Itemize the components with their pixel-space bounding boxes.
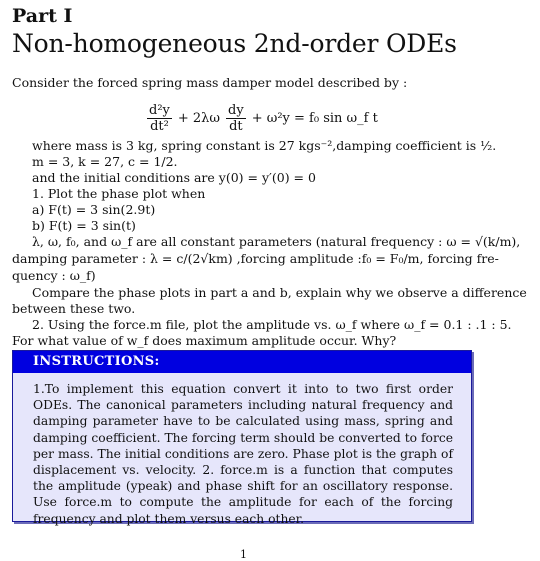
params-line-2: damping parameter : λ = c/(2√km) ,forcing amplitude :f₀ = F₀/m, forcing fre- [12, 251, 499, 266]
compare-line-1: Compare the phase plots in part a and b, explain why we observe a difference [32, 285, 527, 300]
intro-text: Consider the forced spring mass damper model described by : [12, 75, 408, 90]
section-title: Non-homogeneous 2nd-order ODEs [12, 29, 457, 58]
question-2-followup: For what value of w_f does maximum amplitude occur. Why? [12, 333, 397, 348]
initial-conditions-text: and the initial conditions are y(0) = y′(0) = 0 [32, 170, 316, 185]
parameters-text: m = 3, k = 27, c = 1/2. [32, 154, 178, 169]
question-1: 1. Plot the phase plot when [32, 186, 206, 201]
frac2-numerator: dy [228, 102, 244, 118]
mass-spring-text: where mass is 3 kg, spring constant is 27 kgs⁻²,damping coefficient is ½. [32, 138, 497, 153]
question-1a: a) F(t) = 3 sin(2.9t) [32, 202, 156, 217]
compare-line-2: between these two. [12, 301, 136, 316]
part-heading: Part I [12, 5, 73, 27]
second-derivative-fraction [147, 103, 172, 134]
frac1-denominator: dt² [150, 118, 169, 134]
question-1b: b) F(t) = 3 sin(t) [32, 218, 136, 233]
equation-rest: + ω²y = f₀ sin ω_f t [251, 110, 378, 126]
equation-term-damping: + 2λω [177, 110, 221, 126]
instructions-text: 1.To implement this equation convert it into to two first order ODEs. The canonical parameters including natural frequency and damping parameter have to be calculated using mass, spring and damping coefficient. The forcing term should be converted to force per mass. The initial conditions are zero. Phase plot is the graph of displacement vs. velocity. 2. force.m is a function that computes the amplitude (ypeak) and phase shift for an oscillatory response. Use force.m to compute the amplitude for each of the forcing frequency and plot them versus each other. [33, 382, 453, 526]
page-number: 1 [240, 548, 247, 561]
question-2: 2. Using the force.m file, plot the amplitude vs. ω_f where ω_f = 0.1 : .1 : 5. [32, 317, 512, 332]
frac1-numerator: d²y [149, 102, 170, 118]
params-line-3: quency : ω_f) [12, 268, 96, 283]
params-line-1: λ, ω, f₀, and ω_f are all constant parameters (natural frequency : ω = √(k/m), [32, 234, 521, 249]
frac2-denominator: dt [229, 118, 243, 134]
instructions-box [12, 350, 472, 526]
ode-equation [145, 100, 378, 136]
first-derivative-fraction [226, 103, 246, 134]
instructions-title: INSTRUCTIONS: [13, 351, 471, 373]
